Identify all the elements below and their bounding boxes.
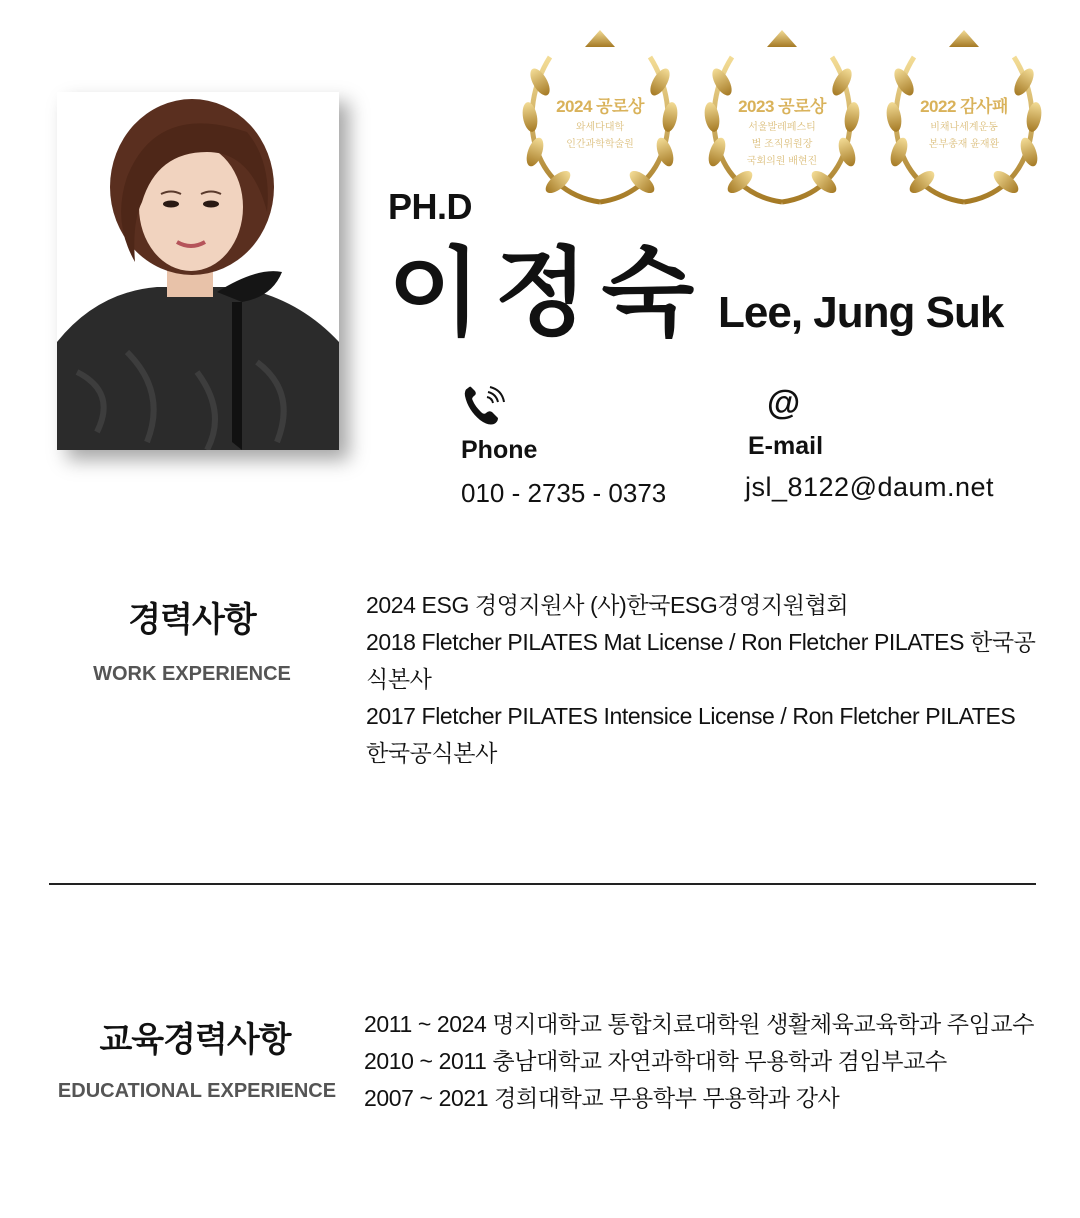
award-detail: 벌 조직위원장 (751, 139, 813, 150)
profile-photo (57, 92, 339, 450)
section-divider (49, 883, 1036, 885)
education-experience-list (364, 1006, 1064, 1117)
name-korean: 이정숙 (388, 237, 709, 349)
degree-label: PH.D (388, 186, 473, 227)
phone-icon (462, 384, 508, 428)
email-at-icon: @ (767, 384, 801, 422)
education-section-subtitle: EDUCATIONAL EXPERIENCE (57, 1080, 337, 1102)
award-title: 2023 공로상 (738, 97, 826, 116)
work-section-subtitle: WORK EXPERIENCE (93, 663, 291, 685)
list-item: 2018 Fletcher PILATES Mat License / Ron Fletcher PILATES 한국공식본사 (366, 629, 1036, 692)
list-item: 2017 Fletcher PILATES Intensice License / Ron Fletcher PILATES 한국공식본사 (366, 703, 1016, 766)
name-english: Lee, Jung Suk (718, 288, 1004, 337)
award-badge-2023 (692, 22, 872, 212)
education-section-title: 교육경력사항 (99, 1021, 291, 1059)
list-item: 2011 ~ 2024 명지대학교 통합치료대학원 생활체육교육학과 주임교수 (364, 1011, 1035, 1037)
award-title: 2024 공로상 (556, 97, 644, 116)
award-detail: 본부총재 윤재환 (928, 139, 1000, 150)
email-label: E-mail (748, 432, 824, 460)
award-badge-2022 (874, 22, 1054, 212)
award-detail: 와세다대학 (575, 122, 625, 133)
list-item: 2024 ESG 경영지원사 (사)한국ESG경영지원협회 (366, 592, 849, 618)
phone-label: Phone (461, 436, 538, 464)
award-detail: 서울발레페스티 (748, 122, 816, 133)
work-section-title: 경력사항 (128, 601, 256, 639)
list-item: 2010 ~ 2011 충남대학교 자연과학대학 무용학과 겸임부교수 (364, 1048, 947, 1074)
award-detail: 국회의원 배현진 (746, 156, 818, 167)
email-address: jsl_8122@daum.net (745, 472, 995, 502)
list-item: 2007 ~ 2021 경희대학교 무용학부 무용학과 강사 (364, 1085, 840, 1111)
work-experience-list (366, 587, 1036, 772)
award-detail: 비채나세계운동 (930, 122, 998, 133)
award-detail: 인간과학학술원 (566, 139, 634, 150)
award-title: 2022 감사패 (920, 97, 1008, 116)
award-badge-2024 (510, 22, 690, 212)
phone-number: 010 - 2735 - 0373 (461, 478, 667, 508)
